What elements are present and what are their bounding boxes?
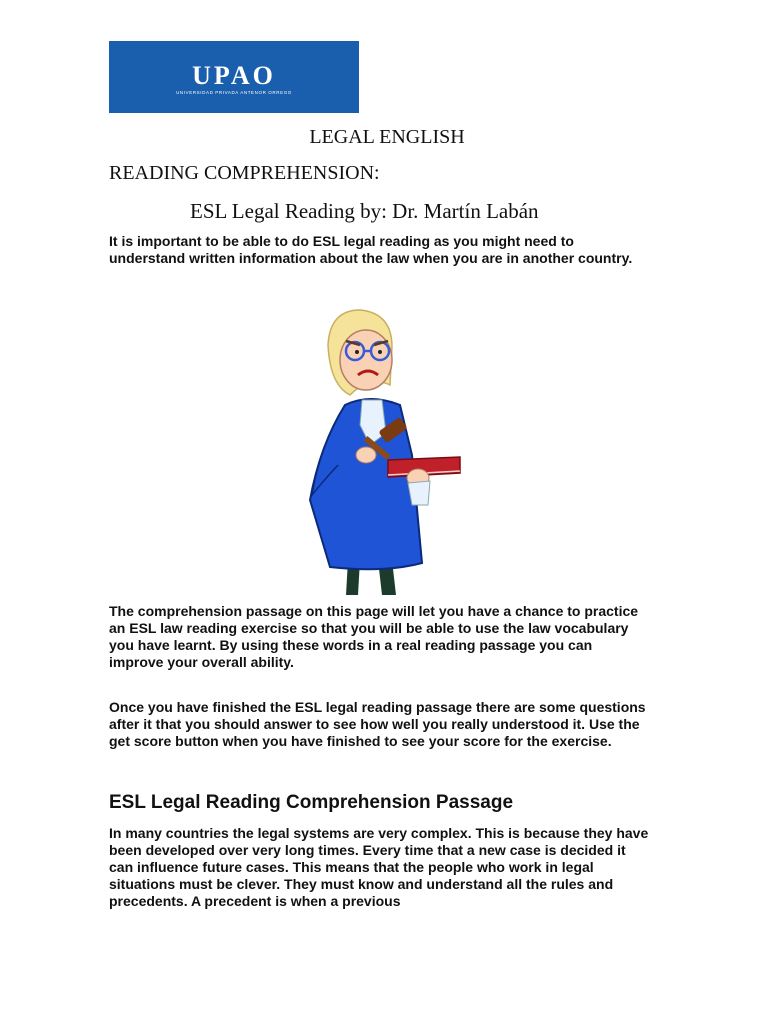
practice-paragraph: The comprehension passage on this page will let you have a chance to practice an ESL law reading exercise so that you will be able to use the law vocabulary you have learnt. By using these words in a real reading passage you can improve your overall ability.: [109, 603, 639, 670]
instructions-paragraph: Once you have finished the ESL legal reading passage there are some questions after it that you should answer to see how well you really understood it. Use the get score button when you have finished to see your score for the exercise.: [109, 699, 646, 749]
intro-paragraph: It is important to be able to do ESL legal reading as you might need to understand written information about the law when you are in another country.: [109, 233, 633, 266]
passage-text: In many countries the legal systems are very complex. This is because they have been developed over very long times. Every time that a new case is decided it can influence future cases. This means that the people who work in legal situations must be clever. They must know and understand all the rules and precedents. A precedent is when a previous: [109, 825, 649, 909]
logo-subtitle: UNIVERSIDAD PRIVADA ANTENOR ORREGO: [176, 89, 292, 95]
passage-heading: ESL Legal Reading Comprehension Passage: [109, 792, 514, 813]
section-title: READING COMPREHENSION:: [109, 162, 380, 184]
article-title: ESL Legal Reading by: Dr. Martín Labán: [190, 199, 539, 223]
course-title: LEGAL ENGLISH: [309, 126, 465, 148]
upao-logo: [109, 41, 359, 113]
judge-illustration: [300, 305, 465, 600]
logo-wordmark: UPAO: [192, 60, 276, 90]
